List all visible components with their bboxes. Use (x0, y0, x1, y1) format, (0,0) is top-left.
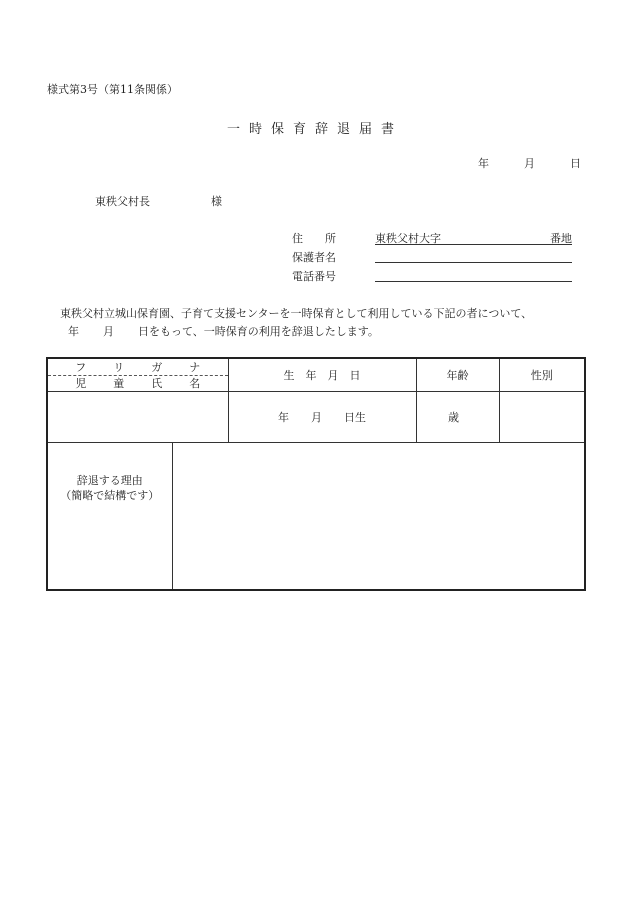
age-field[interactable]: 歳 (416, 392, 499, 443)
submission-date (478, 155, 581, 171)
gender-field[interactable] (499, 392, 585, 443)
address-label: 住 所 (292, 232, 336, 245)
addressee: 東秩父村長 (95, 195, 150, 208)
guardian-name-label: 保護者名 (292, 251, 336, 264)
age-header: 年齢 (416, 358, 499, 392)
guardian-name-field[interactable] (375, 248, 572, 263)
form-number: 様式第3号（第11条関係） (47, 83, 178, 96)
date-year[interactable]: 年 (478, 157, 489, 170)
child-info-table (46, 357, 586, 591)
reason-label: 辞退する理由 （簡略で結構です） (47, 443, 172, 591)
name-header (47, 358, 228, 392)
body-text-line1: 東秩父村立城山保育園、子育て支援センターを一時保育として利用している下記の者について、 (60, 307, 533, 320)
child-name-field[interactable] (47, 392, 228, 443)
address-value: 東秩父村大字 (375, 232, 441, 245)
reason-field[interactable] (172, 443, 585, 591)
withdraw-month[interactable]: 月 (103, 325, 114, 338)
phone-field[interactable] (375, 267, 572, 282)
phone-label: 電話番号 (292, 270, 336, 283)
address-field[interactable] (375, 230, 572, 245)
address-suffix: 番地 (550, 232, 572, 245)
withdraw-year[interactable]: 年 (68, 325, 79, 338)
body-text-line2 (68, 323, 379, 339)
withdraw-day-text: 日をもって、一時保育の利用を辞退したします。 (138, 325, 379, 338)
birth-date-header: 生 年 月 日 (228, 358, 416, 392)
page-title: 一時保育辞退届書 (226, 122, 403, 137)
birth-date-field[interactable]: 年 月 日生 (228, 392, 416, 443)
date-month[interactable]: 月 (524, 157, 535, 170)
date-day[interactable]: 日 (570, 157, 581, 170)
honorific: 様 (211, 195, 222, 208)
furigana-header: フ リ ガ ナ (48, 360, 228, 376)
child-name-header: 児 童 氏 名 (75, 376, 201, 390)
gender-header: 性別 (499, 358, 585, 392)
